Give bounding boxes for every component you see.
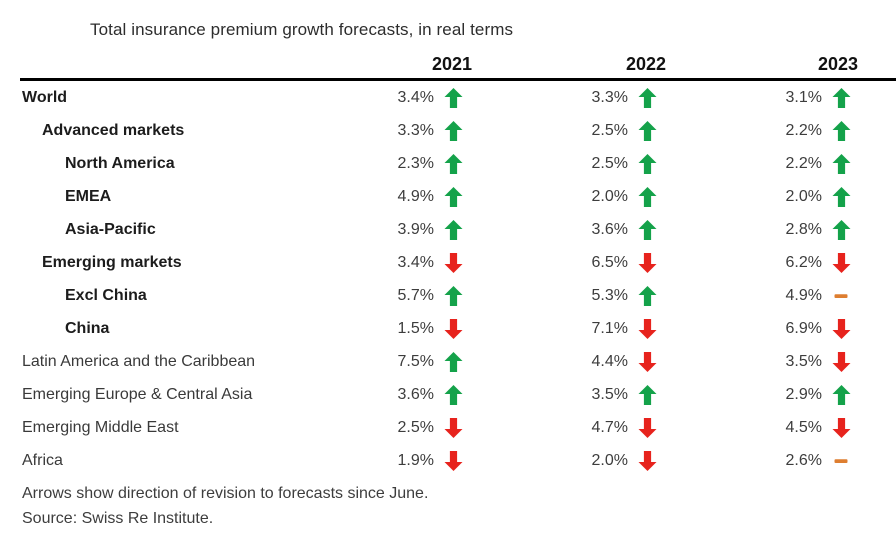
year-cell [553, 187, 746, 207]
cell-value: 2.2% [785, 154, 822, 172]
table-row [20, 312, 896, 345]
year-cell [746, 88, 896, 108]
flat-dash-icon [831, 451, 852, 471]
up-arrow-icon [831, 385, 852, 405]
row-label: EMEA [65, 187, 112, 205]
down-arrow-icon [443, 451, 464, 471]
cell-value: 4.9% [397, 187, 434, 205]
table-body [20, 81, 896, 477]
cell-value: 2.6% [785, 451, 822, 469]
column-header-2021: 2021 [431, 54, 472, 74]
year-cell [553, 385, 746, 405]
up-arrow-icon [637, 385, 658, 405]
table-row [20, 147, 896, 180]
row-label: Africa [22, 451, 63, 469]
cell-value: 2.2% [785, 121, 822, 139]
cell-value: 3.5% [591, 385, 628, 403]
cell-value: 2.8% [785, 220, 822, 238]
down-arrow-icon [443, 253, 464, 273]
cell-value: 3.5% [785, 352, 822, 370]
up-arrow-icon [443, 286, 464, 306]
row-label: World [22, 88, 68, 106]
table-header-row [20, 40, 896, 81]
cell-value: 4.9% [785, 286, 822, 304]
table-row [20, 246, 896, 279]
cell-value: 4.4% [591, 352, 628, 370]
column-header-2023: 2023 [817, 54, 858, 74]
table-row [20, 411, 896, 444]
cell-value: 6.5% [591, 253, 628, 271]
down-arrow-icon [637, 451, 658, 471]
row-label: Asia-Pacific [65, 220, 156, 238]
year-cell [746, 253, 896, 273]
table-row [20, 378, 896, 411]
cell-value: 2.5% [591, 121, 628, 139]
table-row [20, 345, 896, 378]
up-arrow-icon [637, 121, 658, 141]
year-cell [746, 418, 896, 438]
year-cell [553, 121, 746, 141]
table-row [20, 180, 896, 213]
year-cell [746, 319, 896, 339]
year-cell [553, 319, 746, 339]
year-cell [746, 451, 896, 471]
year-cell [553, 352, 746, 372]
cell-value: 1.9% [397, 451, 434, 469]
row-label: Latin America and the Caribbean [22, 352, 256, 370]
year-cell [358, 451, 553, 471]
cell-value: 3.9% [397, 220, 434, 238]
cell-value: 4.7% [591, 418, 628, 436]
cell-value: 2.3% [397, 154, 434, 172]
cell-value: 3.3% [591, 88, 628, 106]
year-cell [746, 154, 896, 174]
cell-value: 4.5% [785, 418, 822, 436]
source-note: Source: Swiss Re Institute. [22, 510, 214, 527]
year-cell [746, 385, 896, 405]
cell-value: 2.0% [785, 187, 822, 205]
year-cell [553, 286, 746, 306]
year-cell [746, 187, 896, 207]
year-cell [553, 88, 746, 108]
year-cell [358, 154, 553, 174]
year-cell [358, 319, 553, 339]
year-cell [746, 121, 896, 141]
year-cell [553, 451, 746, 471]
figure-title: Total insurance premium growth forecasts, in real terms [90, 20, 514, 39]
cell-value: 2.5% [397, 418, 434, 436]
year-cell [358, 220, 553, 240]
table-row [20, 444, 896, 477]
up-arrow-icon [831, 88, 852, 108]
row-label: Emerging markets [42, 253, 182, 271]
row-label: Emerging Europe & Central Asia [22, 385, 253, 403]
cell-value: 3.6% [591, 220, 628, 238]
down-arrow-icon [637, 253, 658, 273]
year-cell [746, 352, 896, 372]
down-arrow-icon [831, 352, 852, 372]
year-cell [746, 286, 896, 306]
year-cell [746, 220, 896, 240]
up-arrow-icon [443, 352, 464, 372]
cell-value: 3.3% [397, 121, 434, 139]
cell-value: 2.5% [591, 154, 628, 172]
cell-value: 2.9% [785, 385, 822, 403]
up-arrow-icon [637, 286, 658, 306]
up-arrow-icon [637, 187, 658, 207]
down-arrow-icon [443, 319, 464, 339]
cell-value: 7.5% [397, 352, 434, 370]
cell-value: 5.3% [591, 286, 628, 304]
table-row [20, 114, 896, 147]
cell-value: 6.2% [785, 253, 822, 271]
up-arrow-icon [443, 88, 464, 108]
year-cell [358, 352, 553, 372]
year-cell [358, 286, 553, 306]
year-cell [553, 154, 746, 174]
up-arrow-icon [637, 88, 658, 108]
cell-value: 6.9% [785, 319, 822, 337]
row-label: Advanced markets [42, 121, 185, 139]
year-cell [358, 385, 553, 405]
up-arrow-icon [443, 121, 464, 141]
cell-value: 5.7% [397, 286, 434, 304]
cell-value: 2.0% [591, 451, 628, 469]
down-arrow-icon [831, 253, 852, 273]
row-label: Excl China [65, 286, 147, 304]
up-arrow-icon [443, 187, 464, 207]
year-cell [553, 220, 746, 240]
up-arrow-icon [831, 187, 852, 207]
row-label: China [65, 319, 110, 337]
table-row [20, 279, 896, 312]
down-arrow-icon [637, 352, 658, 372]
up-arrow-icon [443, 385, 464, 405]
cell-value: 1.5% [397, 319, 434, 337]
table-row [20, 213, 896, 246]
footnotes [22, 481, 896, 531]
cell-value: 3.4% [397, 88, 434, 106]
year-cell [358, 88, 553, 108]
year-cell [358, 121, 553, 141]
year-cell [358, 253, 553, 273]
row-label: North America [65, 154, 175, 172]
down-arrow-icon [443, 418, 464, 438]
up-arrow-icon [443, 154, 464, 174]
year-cell [553, 418, 746, 438]
up-arrow-icon [443, 220, 464, 240]
year-cell [358, 418, 553, 438]
forecast-table [20, 40, 896, 477]
up-arrow-icon [637, 220, 658, 240]
cell-value: 3.4% [397, 253, 434, 271]
down-arrow-icon [831, 418, 852, 438]
row-label: Emerging Middle East [22, 418, 179, 436]
up-arrow-icon [831, 220, 852, 240]
cell-value: 3.1% [785, 88, 822, 106]
down-arrow-icon [637, 418, 658, 438]
flat-dash-icon [831, 286, 852, 306]
table-row [20, 81, 896, 114]
up-arrow-icon [637, 154, 658, 174]
year-cell [358, 187, 553, 207]
down-arrow-icon [637, 319, 658, 339]
up-arrow-icon [831, 154, 852, 174]
arrows-note: Arrows show direction of revision to forecasts since June. [22, 485, 429, 502]
year-cell [553, 253, 746, 273]
up-arrow-icon [831, 121, 852, 141]
cell-value: 2.0% [591, 187, 628, 205]
column-header-2022: 2022 [625, 54, 666, 74]
cell-value: 7.1% [591, 319, 628, 337]
down-arrow-icon [831, 319, 852, 339]
cell-value: 3.6% [397, 385, 434, 403]
